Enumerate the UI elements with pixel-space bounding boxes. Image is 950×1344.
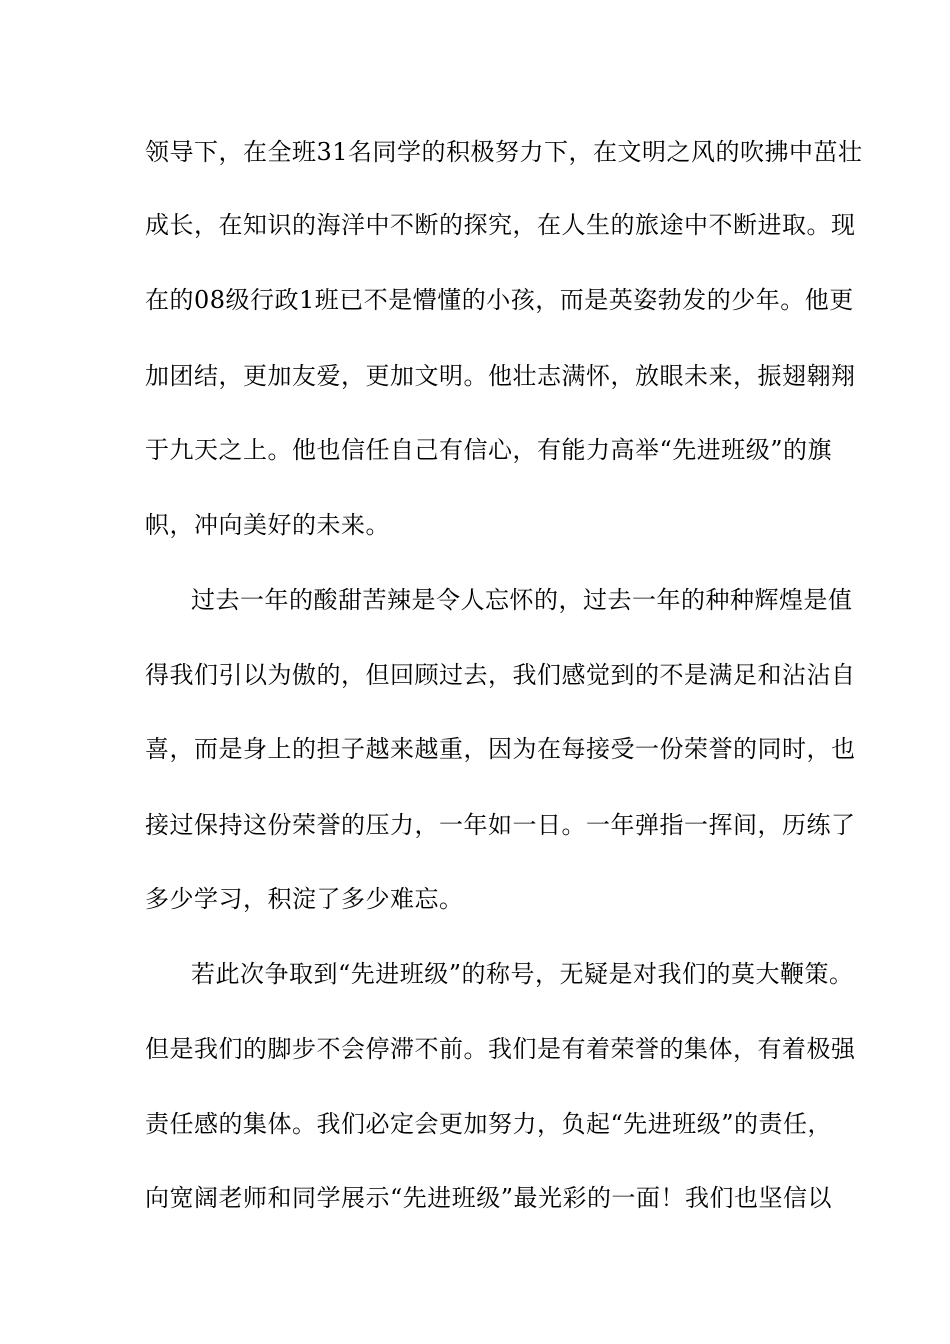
text-line: 向宽阔老师和同学展示“先进班级”最光彩的一面！我们也坚信以: [145, 1184, 833, 1212]
text-line: 接过保持这份荣誉的压力，一年如一日。一年弹指一挥间，历练了: [145, 811, 856, 839]
text-line: 多少学习，积淀了多少难忘。: [145, 885, 464, 913]
text-line: 成长，在知识的海洋中不断的探究，在人生的旅途中不断进取。现: [145, 211, 856, 239]
text-line: 于九天之上。他也信任自己有信心，有能力高举“先进班级”的旗: [145, 436, 833, 464]
text-line: 得我们引以为傲的，但回顾过去，我们感觉到的不是满足和沾沾自: [145, 661, 856, 689]
text-line: 责任感的集体。我们必定会更加努力，负起“先进班级”的责任，: [145, 1110, 833, 1138]
text-line: 加团结，更加友爱，更加文明。他壮志满怀，放眼未来，振翅翱翔: [145, 362, 856, 390]
text-line: 在的08级行政1班已不是懵懂的小孩，而是英姿勃发的少年。他更: [145, 286, 854, 314]
paragraph-first-line: 若此次争取到“先进班级”的称号，无疑是对我们的莫大鞭策。: [191, 960, 854, 988]
text-line: 喜，而是身上的担子越来越重，因为在每接受一份荣誉的同时，也: [145, 735, 856, 763]
paragraph-first-line: 过去一年的酸甜苦辣是令人忘怀的，过去一年的种种辉煌是值: [191, 586, 853, 614]
text-line: 帜，冲向美好的未来。: [145, 511, 390, 539]
text-line: 但是我们的脚步不会停滞不前。我们是有着荣誉的集体，有着极强: [145, 1035, 856, 1063]
text-line: 领导下，在全班31名同学的积极努力下，在文明之风的吹拂中茁壮: [145, 138, 863, 166]
